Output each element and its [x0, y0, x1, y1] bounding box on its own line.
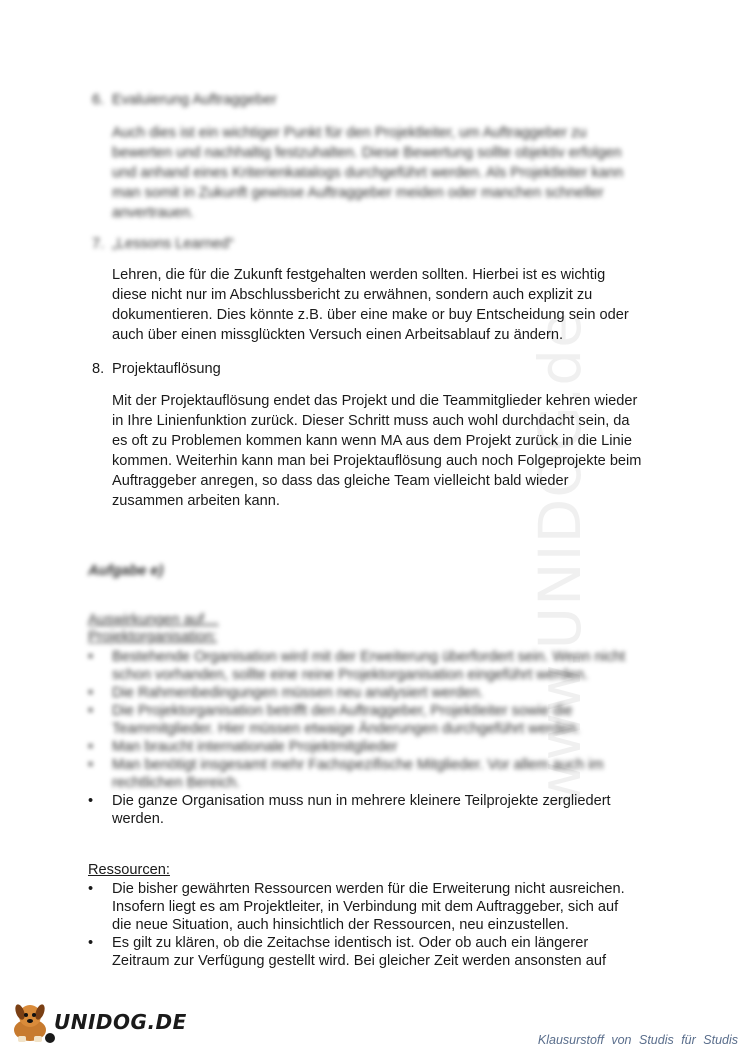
watermark-text: www.UNIDOG.de	[526, 311, 594, 809]
bullet-icon: •	[88, 793, 94, 809]
list-item	[88, 648, 648, 684]
list-item-line: die neue Situation, auch hinsichtlich der Ressourcen, neu einzustellen.	[112, 917, 569, 933]
list-item-line: werden.	[112, 811, 164, 827]
subheading: Projektorganisation:	[88, 629, 217, 645]
bullet-list	[88, 792, 648, 828]
list-item-line: Die bisher gewährten Ressourcen werden für die Erweiterung nicht ausreichen.	[112, 881, 625, 897]
list-item	[88, 684, 648, 702]
bullet-icon: •	[88, 685, 94, 701]
list-item-line: Es gilt zu klären, ob die Zeitachse identisch ist. Oder ob auch ein längerer	[112, 935, 589, 951]
paragraph-line: in Ihre Linienfunktion zurück. Dieser Schritt muss auch wohl durchdacht sein, da	[112, 413, 630, 429]
section-heading: Aufgabe e)	[88, 563, 164, 579]
paragraph-line: diese nicht nur im Abschlussbericht zu erwähnen, sondern auch explizit zu	[112, 287, 593, 303]
paragraph-line: bewerten und nachhaltig festzuhalten. Diese Bewertung sollte objektiv erfolgen	[112, 145, 622, 161]
paragraph-line: auch über einen missglückten Versuch einen Arbeitsablauf zu ändern.	[112, 327, 564, 343]
item-title: Evaluierung Auftraggeber	[112, 92, 277, 108]
list-item-line: Man braucht internationale Projektmitglieder	[112, 739, 398, 755]
item-number: 7.	[92, 236, 105, 252]
paragraph-line: zusammen arbeiten kann.	[112, 493, 280, 509]
paragraph-line: Mit der Projektauflösung endet das Projekt und die Teammitglieder kehren wieder	[112, 393, 638, 409]
list-item-line: Die Projektorganisation betrifft den Auftraggeber, Projektleiter sowie die	[112, 703, 573, 719]
list-item	[88, 738, 648, 756]
paragraph-line: Lehren, die für die Zukunft festgehalten werden sollten. Hierbei ist es wichtig	[112, 267, 606, 283]
list-item-line: Die Rahmenbedingungen müssen neu analysiert werden.	[112, 685, 484, 701]
paragraph-item8	[112, 391, 652, 511]
list-item	[88, 702, 648, 738]
paragraph-line: dokumentieren. Dies könnte z.B. über eine make or buy Entscheidung sein oder	[112, 307, 629, 323]
paragraph-line: anvertrauen.	[112, 205, 194, 221]
bullet-icon: •	[88, 757, 94, 773]
bullet-list	[88, 648, 648, 792]
paragraph-line: Auftraggeber anregen, so dass das gleiche Team vielleicht bald wieder	[112, 473, 569, 489]
bullet-icon: •	[88, 649, 94, 665]
logo-text: UNIDOG.DE	[54, 1010, 187, 1034]
item-title: „Lessons Learned“	[112, 236, 234, 252]
list-item	[88, 792, 648, 828]
bullet-icon: •	[88, 881, 94, 897]
item-number: 8.	[92, 361, 105, 377]
bullet-list	[88, 880, 648, 970]
list-item	[88, 880, 648, 934]
list-item-line: Die ganze Organisation muss nun in mehrere kleinere Teilprojekte zergliedert	[112, 793, 611, 809]
subheading: Auswirkungen auf…	[88, 612, 219, 628]
footer-tagline: Klausurstoff von Studis für Studis	[537, 1033, 738, 1047]
list-item-line: rechtlichen Bereich.	[112, 775, 241, 791]
list-item	[88, 934, 648, 970]
paragraph-line: es oft zu Problemen kommen kann wenn MA aus dem Projekt zurück in die Linie	[112, 433, 632, 449]
list-item	[88, 756, 648, 792]
bullet-icon: •	[88, 935, 94, 951]
footer-logo[interactable]	[6, 1000, 187, 1046]
list-item-line: Bestehende Organisation wird mit der Erweiterung überfordert sein. Wenn nicht	[112, 649, 626, 665]
list-item-line: Zeitraum zur Verfügung gestellt wird. Bei gleicher Zeit werden ansonsten auf	[112, 953, 607, 969]
paragraph-line: und anhand eines Kriterienkatalogs durchgeführt werden. Als Projektleiter kann	[112, 165, 624, 181]
ressourcen-title: Ressourcen:	[88, 862, 170, 878]
item-number: 6.	[92, 92, 105, 108]
list-item-line: Insofern liegt es am Projektleiter, in Verbindung mit dem Auftraggeber, sich auf	[112, 899, 619, 915]
paragraph-line: kommen. Weiterhin kann man bei Projektauflösung auch noch Folgeprojekte beim	[112, 453, 642, 469]
bullet-icon: •	[88, 739, 94, 755]
paragraph-line: man somit in Zukunft gewisse Auftraggeber meiden oder manchen schneller	[112, 185, 604, 201]
paragraph-line: Auch dies ist ein wichtiger Punkt für den Projektleiter, um Auftraggeber zu	[112, 125, 587, 141]
bullet-icon: •	[88, 703, 94, 719]
list-item-line: Teammitglieder. Hier müssen etwaige Änderungen durchgeführt werden.	[112, 721, 581, 737]
item-title: Projektauflösung	[112, 361, 221, 377]
paragraph	[112, 123, 652, 223]
list-item-line: Man benötigt insgesamt mehr Fachspezifische Mitglieder. Vor allem auch im	[112, 757, 604, 773]
list-item-line: schon vorhanden, sollte eine reine Projektorganisation eingeführt werden.	[112, 667, 589, 683]
paragraph-item7	[112, 265, 652, 345]
